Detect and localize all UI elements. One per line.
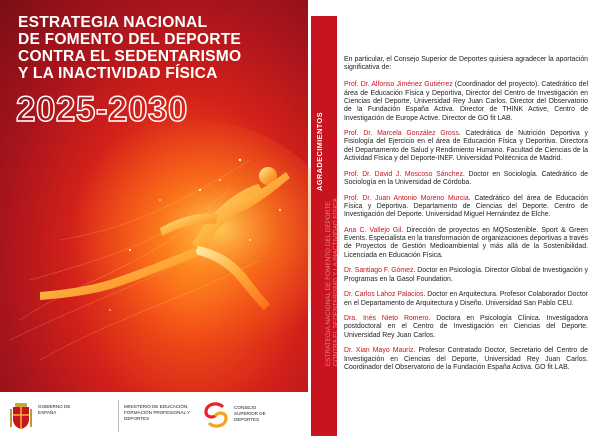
runner-illustration	[0, 120, 308, 392]
csd-logo-icon	[202, 400, 230, 430]
contributor-entry	[344, 267, 588, 284]
footer-divider	[118, 400, 119, 432]
contributor-name: Dra. Inés Nieto Romero	[344, 315, 429, 323]
contributor-description: . Catedrática de Nutrición Deportiva y Fisiología del Ejercicio en el área de Educación Física y Deportiva. Directora del Departamento de Salud y Rendimiento Humano. Facultad de Ciencias de la Actividad Física y del Deporte-INEF. Universidad Politécnica de Madrid.	[344, 130, 588, 163]
contributor-description: . Profesor Contratado Doctor, Secretario del Centro de Investigación en Ciencias del Deporte, Universidad Rey Juan Carlos. Coordinador del Observatorio de la Fundación España Activa. GO fit LAB.	[344, 347, 588, 371]
contributor-entry	[344, 130, 588, 163]
section-label: AGRADECIMIENTOS	[315, 112, 324, 191]
contributor-name: Dr. Xian Mayo Mauriz	[344, 347, 414, 355]
contributor-entry	[344, 315, 588, 340]
cover-title-line: ESTRATEGIA NACIONAL	[18, 14, 208, 31]
ministry-text: MINISTERIO DE EDUCACIÓN, FORMACIÓN PROFESIONAL Y DEPORTES	[124, 404, 191, 421]
spine-faint-line: ESTRATEGIA NACIONAL DE FOMENTO DEL DEPORTE	[325, 201, 332, 367]
contributor-description: . Doctor en Psicología. Director Global de Investigación y Programas en la Gasol Foundation.	[344, 267, 588, 283]
contributor-description: . Doctora en Psicología Clínica. Investigadora postdoctoral en el Centro de Investigación en Ciencias del Deporte. Universidad Rey Juan Carlos.	[344, 315, 588, 339]
contributor-description: . Dirección de proyectos en MQSostenible. Sport & Green Events. Especialista en la transformación de organizaciones deportivas a través de Proyectos de Gestión Medioambiental y más allá de la Sostenibilidad. Licenciada en Educación Física.	[344, 226, 588, 259]
acknowledgements-text	[344, 56, 588, 380]
spine-faint-text	[325, 198, 340, 366]
contributor-name: Ana C. Vallejo Gil	[344, 226, 402, 234]
cover-title-line: Y LA INACTIVIDAD FÍSICA	[18, 65, 218, 82]
csd-text: CONSEJO SUPERIOR DE DEPORTES	[234, 405, 266, 422]
contributor-name: Prof. Dr. David J. Moscoso Sánchez	[344, 170, 463, 178]
intro-paragraph: En particular, el Consejo Superior de Deportes quisiera agradecer la aportación significativa de:	[344, 56, 588, 72]
contributor-entry	[344, 227, 588, 260]
contributor-entry	[344, 195, 588, 220]
contributor-name: Prof. Dr. Marcela González Gross	[344, 130, 459, 138]
government-text: GOBIERNO DE ESPAÑA	[38, 404, 71, 415]
contributor-entry	[344, 347, 588, 372]
cover-title-line: CONTRA EL SEDENTARISMO	[18, 48, 242, 65]
contributor-description: . Doctor en Sociología. Catedrático de Sociología en la Universidad de Córdoba.	[344, 170, 588, 186]
contributor-entry	[344, 171, 588, 188]
section-spine	[311, 16, 340, 436]
cover-title-line: DE FOMENTO DEL DEPORTE	[18, 31, 242, 48]
contributor-description: . Doctor en Arquitectura. Profesor Colaborador Doctor en el Departamento de Arquitectura y Diseño. Universidad San Pablo CEU.	[344, 291, 588, 307]
contributor-entry	[344, 291, 588, 308]
cover-title	[18, 14, 300, 82]
contributor-name: Prof. Dr. Alfonso Jiménez Gutiérrez	[344, 81, 453, 89]
contributor-description: . Catedrático del área de Educación Física y Deportiva. Departamento de Ciencias del Deporte. Centro de Investigación del Deporte. Universidad Miguel Hernández de Elche.	[344, 194, 588, 219]
cover-years: 2025-2030	[16, 90, 188, 129]
contributor-description: (Coordinador del proyecto). Catedrático del área de Educación Física y Deportiva, Director del Centro de Investigación en Ciencias del Deporte, Universidad Rey Juan Carlos. Director del Observatorio de la Fundación España Activa. Director de THINK Active, Centro de Investigación de Europe Active. Director de GO fit LAB.	[344, 81, 588, 122]
coat-of-arms-icon	[10, 401, 32, 431]
contributor-name: Prof. Dr. Juan Antonio Moreno Murcia	[344, 194, 469, 202]
cover-footer	[0, 392, 308, 444]
spine-faint-line: CONTRA EL SEDENTARISMO Y LA INACTIVIDAD FÍSICA	[332, 198, 340, 367]
contributor-name: Dr. Carlos Lahoz Palacios	[344, 291, 424, 299]
contributor-entry	[344, 81, 588, 123]
contributor-name: Dr. Santiago F. Gómez	[344, 267, 414, 275]
